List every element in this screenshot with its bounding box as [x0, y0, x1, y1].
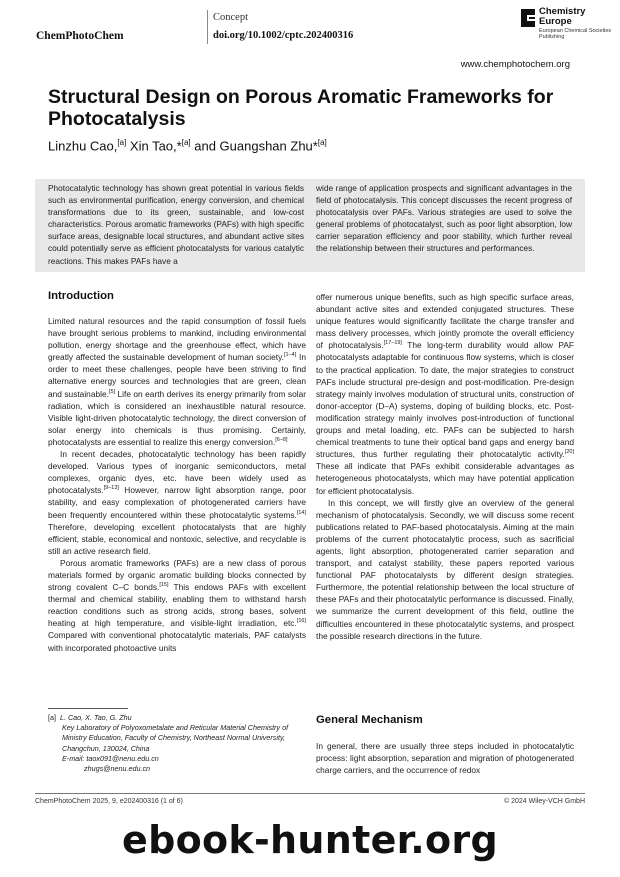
paragraph — [48, 557, 306, 654]
text-run: Therefore, developing excellent photocatalysts that are highly efficient, stable, economical and nontoxic, selective, and recyclable is still an active research field. — [48, 521, 306, 556]
logo-text-line1: Chemistry — [539, 6, 586, 17]
logo-text-line2: Europe — [539, 16, 572, 27]
citation: [17–19] — [383, 340, 402, 347]
text-run: In order to meet these challenges, people have been striving to find alternative energy sources and technologies that are green, clean and sustainable. — [48, 352, 306, 399]
footnote-affiliation: Ministry Education, Faculty of Chemistry, Northeast Normal University, — [62, 733, 286, 743]
author-2-affil: [a] — [181, 138, 191, 147]
citation: [16] — [296, 618, 306, 625]
website-link[interactable]: www.chemphotochem.org — [460, 59, 570, 70]
author-3: and Guangshan Zhu* — [190, 138, 318, 154]
citation: [6–8] — [275, 437, 288, 444]
footer-citation: ChemPhotoChem 2025, 9, e202400316 (1 of 6) — [35, 798, 183, 805]
footer-divider — [35, 793, 585, 794]
watermark: ebook-hunter.org — [122, 818, 498, 862]
right-column — [316, 291, 574, 642]
paragraph — [316, 291, 574, 497]
abstract-left: Photocatalytic technology has shown great potential in various fields such as environmental purification, energy conversion, and chemical transformations due to its green, sustainable, and low-cost characteristics. Porous aromatic frameworks (PAFs) with high specific surface areas, designable local structures, and abundant active sites could potentially serve as efficient photocatalysts for various catalytic reactions. This makes PAFs have a — [48, 183, 304, 266]
text-run: Porous aromatic frameworks (PAFs) are a new class of porous materials formed by organic aromatic building blocks connected by strong covalent C–C bonds. — [48, 557, 306, 593]
author-1-affil: [a] — [117, 138, 127, 147]
left-column — [48, 315, 306, 654]
citation: [1–4] — [283, 352, 297, 359]
citation: [9–13] — [103, 485, 119, 492]
footnote-divider — [48, 708, 128, 709]
author-list — [48, 138, 327, 153]
article-type: Concept — [213, 12, 248, 23]
logo-text-line3: European Chemical Societies Publishing — [539, 28, 612, 40]
journal-name: ChemPhotoChem — [36, 30, 124, 42]
footer-copyright: © 2024 Wiley-VCH GmbH — [503, 798, 585, 805]
section-heading-introduction: Introduction — [48, 290, 114, 302]
text-run: Life on earth derives its energy primarily from solar radiation, which is considered an inexhaustible natural resource. Visible light-driven photocatalytic technology, the direct conversion of solar energy into chemicals is thus promising. Certainly, photocatalysts are essential to realize this energy conversion. — [48, 388, 306, 447]
section-heading-general-mechanism: General Mechanism — [316, 714, 423, 726]
article-title: Structural Design on Porous Aromatic Frameworks for Photocatalysis — [48, 86, 554, 130]
mechanism-paragraph: In general, there are usually three steps included in photocatalytic process: light absorption, separation and migration of photogenerated charge carriers, and the occurrence of redox — [316, 741, 574, 776]
footnote-names: L. Cao, X. Tao, G. Zhu — [60, 713, 132, 722]
citation: [20] — [564, 449, 574, 456]
citation: [5] — [108, 388, 116, 395]
text-run: These all indicate that PAFs exhibit considerable advantages as heterogeneous photocatalysts, which may have potential application for efficient photocatalysis. — [316, 461, 574, 496]
paragraph — [48, 315, 306, 448]
citation: [14] — [296, 509, 306, 516]
abstract-box — [35, 179, 585, 272]
paragraph: In this concept, we will firstly give an overview of the general mechanism of photocatalysis. Secondly, we will discuss some recent publications related to PAF-based photocatalysis. Aiming at the main problems of the current photocatalytic process, such as sacrificial agents, light absorption, photogenerated carrier separation and transport, and catalyst stability, these papers reported various functional PAF photocatalysts by different design strategies. Furthermore, the potential relationship between the local structure of these PAFs and their photocatalytic performance is discussed. Finally, we summarize the current development of this field, outline the difficulties encountered in these photocatalytic systems, and prospect the possible research directions in the future. — [316, 497, 575, 641]
page-header — [0, 0, 620, 48]
text-run: In recent decades, photocatalytic technology has been rapidly developed. Various types of inorganic semiconductors, metal complexes, organic dyes, etc. have been widely used as photocatalysts. — [48, 449, 306, 496]
text-run: However, narrow light absorption range, poor stability, and easy complexation of photogenerated carriers have been frequently encountered within these photocatalytic systems. — [48, 485, 306, 520]
chemistry-europe-logo — [521, 7, 613, 45]
text-run: Limited natural resources and the rapid consumption of fossil fuels have brought serious problems to mankind, including environmental pollution, energy shortage and the greenhouse effect, which have greatly affected the sustainable development of human society. — [48, 316, 306, 363]
logo-mark-icon — [521, 9, 535, 27]
footnote-email[interactable]: E-mail: taox091@nenu.edu.cn — [62, 753, 159, 763]
author-1: Linzhu Cao, — [48, 138, 118, 154]
doi-link[interactable]: doi.org/10.1002/cptc.202400316 — [213, 30, 354, 41]
text-run: This endows PAFs with excellent thermal and chemical stability, enabling them to withstand harsh reaction conditions such as strong acids, strong bases, solvent heating at high temperature, and visible-light irradiation, etc. — [48, 582, 306, 629]
header-divider — [207, 10, 208, 44]
paragraph — [48, 448, 306, 557]
text-run: offer numerous unique benefits, such as high specific surface areas, abundant active sites and extended conjugated structures. These unique features would significantly facilitate the charge transfer and mass delivery processes, which jointly promote the overall efficiency of photocatalysis. — [316, 292, 574, 351]
footnote-affiliation: Key Laboratory of Polyoxometalate and Reticular Material Chemistry of — [62, 723, 289, 733]
text-run: Compared with conventional photocatalytic materials, PAF catalysts with incorporated photoactive units — [48, 630, 306, 653]
abstract-right: wide range of application prospects and significant advantages in the field of photocatalysis. This concept discusses the recent progress of photocatalysis over PAFs. Various strategies are used to solve the general problems of photocatalyst, such as poor light absorption, low carrier separation efficiency and poor stability, which further reveal the relationship between their structures and performances. — [316, 183, 572, 254]
footnote-affiliation: Changchun, 130024, China — [62, 743, 150, 753]
footnote-email[interactable]: zhugs@nenu.edu.cn — [84, 764, 151, 774]
footnote-tag: [a] — [48, 713, 56, 722]
text-run: The long-term durability would allow PAF photocatalysts adaptable for continuous flow systems, which is closer to the practical application. To date, the major strategies to construct PAFs include structural pre-design and post-modification. Pre-design strategy mainly involves modulation of structural units, construction of donor-acceptor (D–A) systems, doping of building blocks, etc. Post-modification strategy mainly involves post-introduction of functional groups and metal loading, etc. PAFs can be subjected to harsh chemical treatments to tune their optical band gaps and energy band structures, thus further regulating their photocatalytic activity. — [316, 340, 574, 460]
author-2: Xin Tao,* — [126, 138, 182, 154]
citation: [15] — [159, 582, 169, 589]
author-3-affil: [a] — [317, 138, 327, 147]
affiliation-footnote — [48, 713, 308, 774]
